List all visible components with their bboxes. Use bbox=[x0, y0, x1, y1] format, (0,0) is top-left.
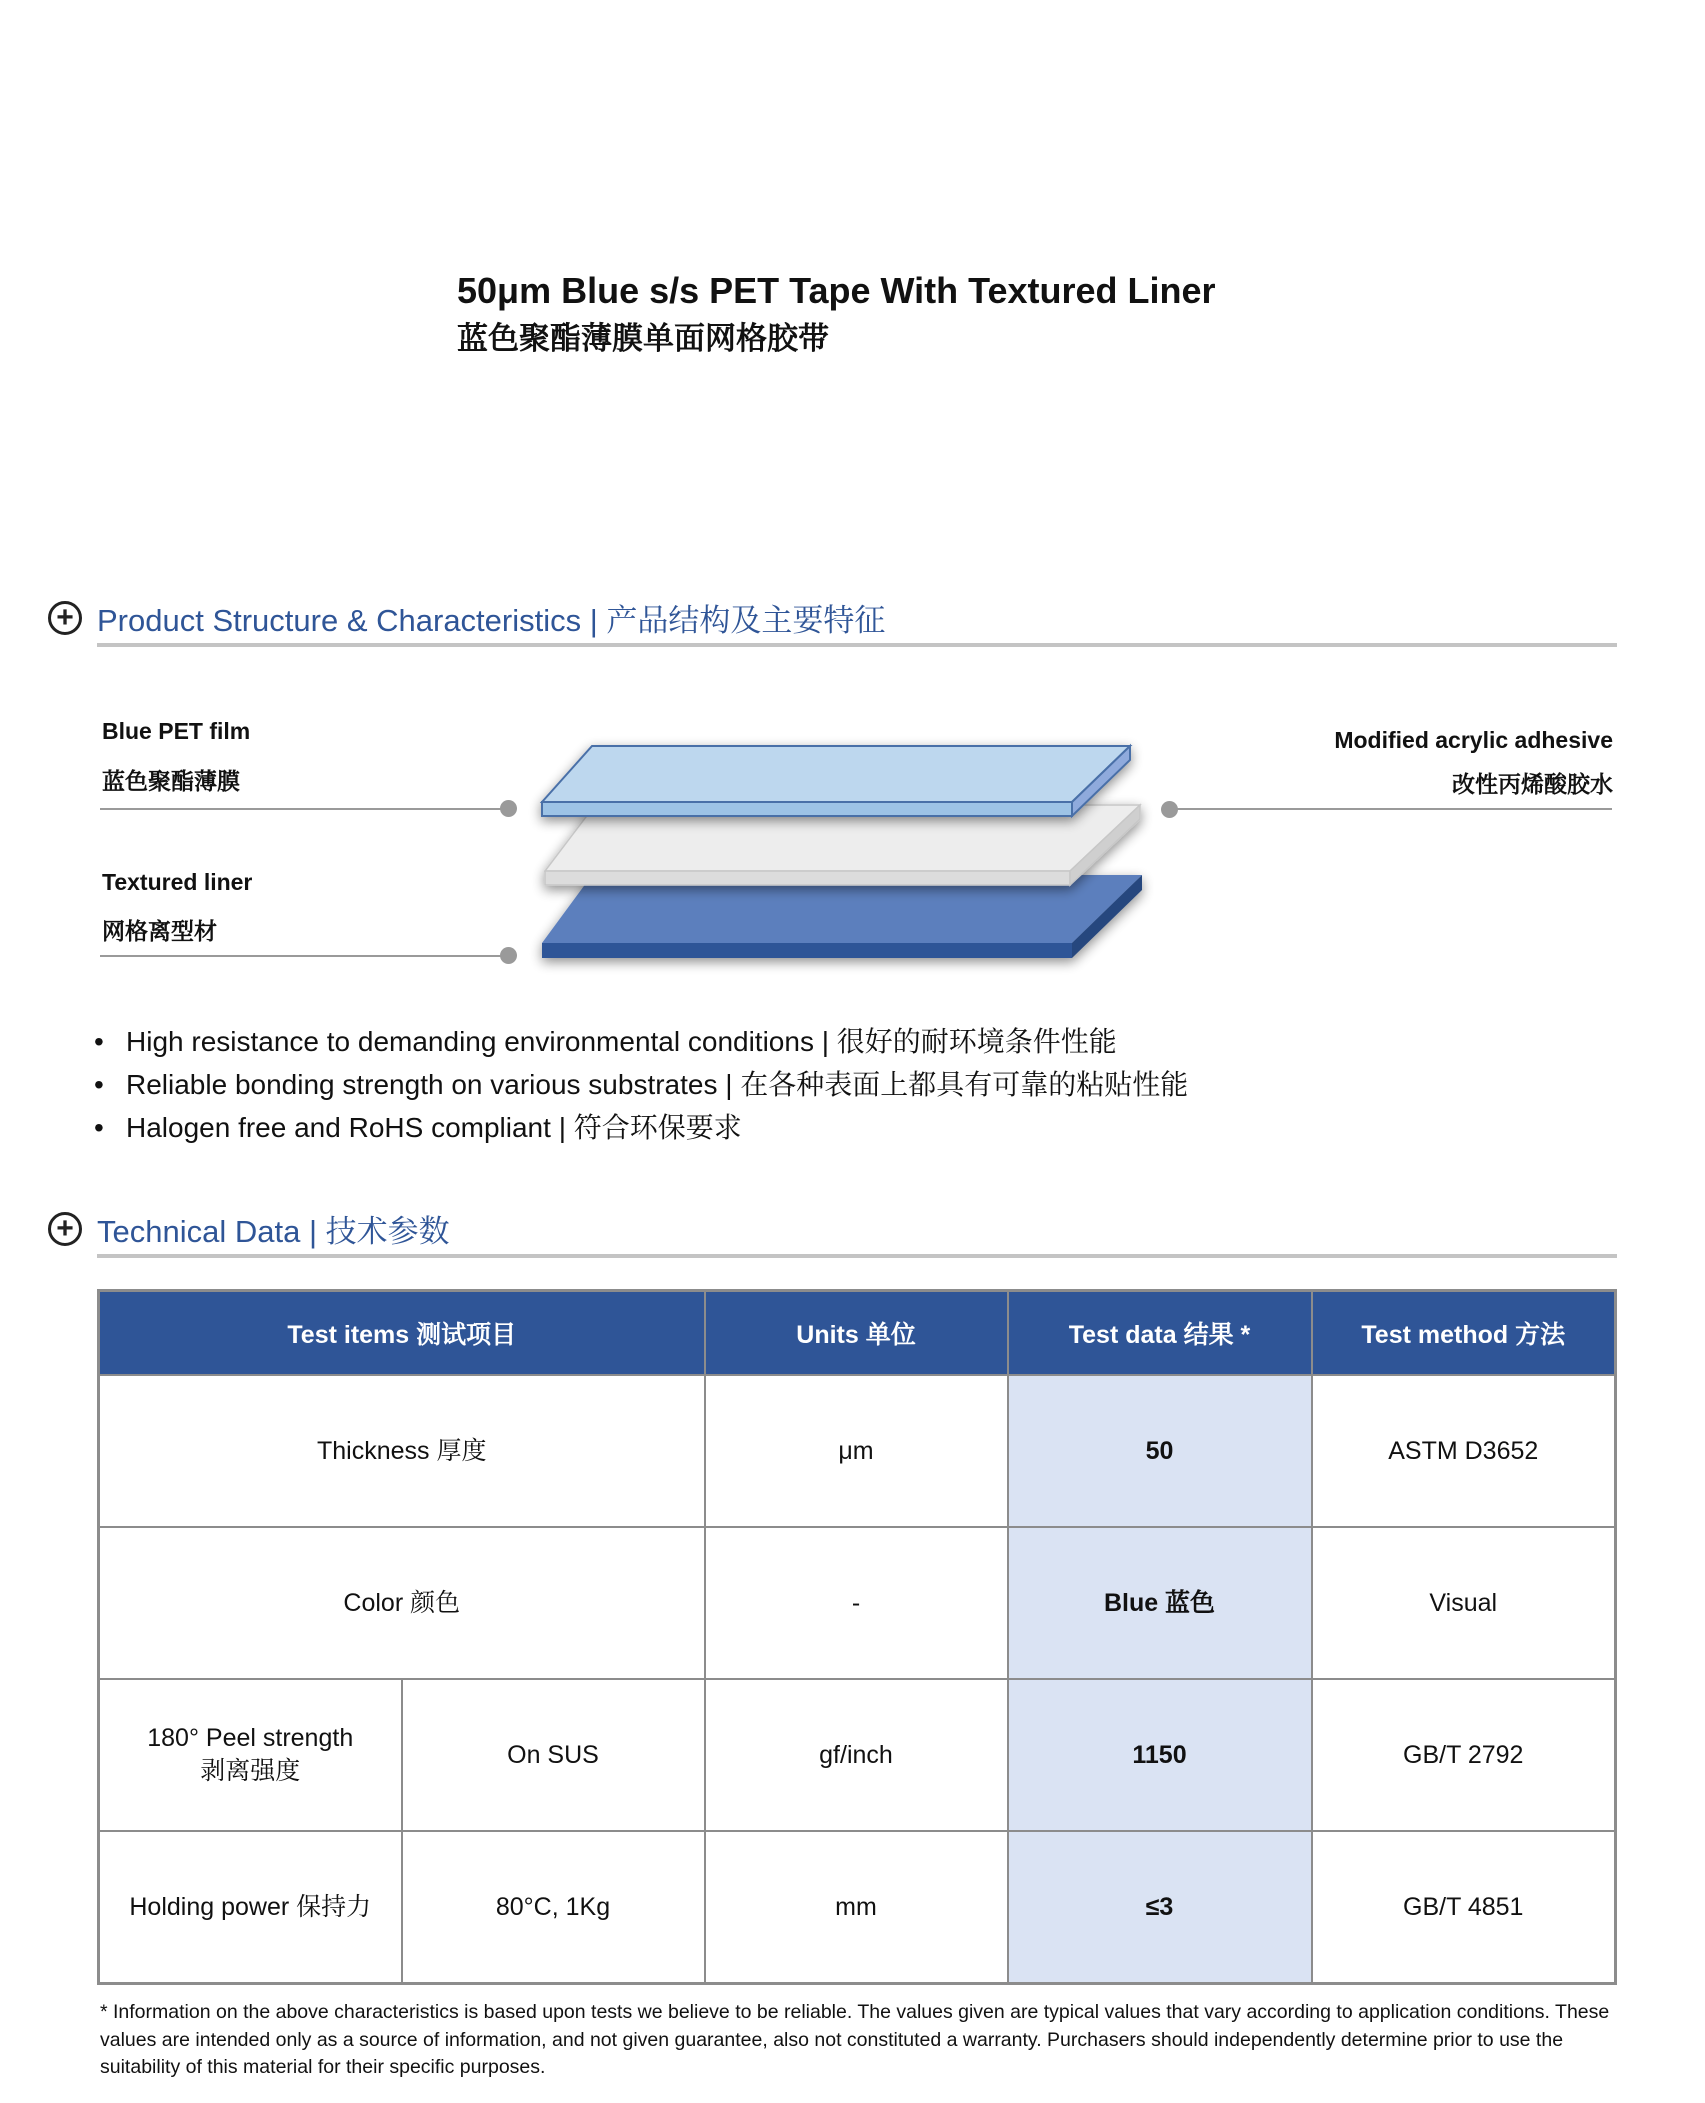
cell-method: ASTM D3652 bbox=[1312, 1375, 1616, 1527]
cell-unit: - bbox=[705, 1527, 1008, 1679]
cell-unit: μm bbox=[705, 1375, 1008, 1527]
plus-circle-icon: + bbox=[48, 1212, 82, 1246]
table-row bbox=[99, 1679, 1616, 1831]
label-film-cn: 蓝色聚酯薄膜 bbox=[102, 768, 240, 794]
technical-data-table bbox=[97, 1289, 1617, 1985]
title-english: 50μm Blue s/s PET Tape With Textured Liner bbox=[457, 270, 1216, 311]
label-liner-cn: 网格离型材 bbox=[102, 918, 217, 944]
header-test-items: Test items 测试项目 bbox=[99, 1291, 705, 1376]
cell-item-en: 180° Peel strength bbox=[147, 1724, 354, 1752]
adhesive-leader-line bbox=[1170, 808, 1612, 810]
film-layer bbox=[542, 746, 1130, 816]
liner-layer bbox=[542, 875, 1142, 958]
title-chinese: 蓝色聚酯薄膜单面网格胶带 bbox=[457, 321, 829, 356]
label-adhesive-cn: 改性丙烯酸胶水 bbox=[1452, 771, 1613, 797]
cell-condition: 80°C, 1Kg bbox=[402, 1831, 705, 1984]
technical-section-header bbox=[48, 1206, 1618, 1266]
section-divider bbox=[97, 1254, 1617, 1258]
cell-method: GB/T 4851 bbox=[1312, 1831, 1616, 1984]
liner-leader-dot bbox=[500, 947, 517, 964]
section-divider bbox=[97, 643, 1617, 647]
header-test-data: Test data 结果 * bbox=[1008, 1291, 1312, 1376]
plus-circle-icon: + bbox=[48, 601, 82, 635]
label-liner-en: Textured liner bbox=[102, 869, 253, 895]
features-list bbox=[94, 1020, 1188, 1149]
table-row bbox=[99, 1831, 1616, 1984]
cell-item-cn: 剥离强度 bbox=[200, 1757, 301, 1785]
cell-unit: gf/inch bbox=[705, 1679, 1008, 1831]
film-leader-line bbox=[100, 808, 505, 810]
table-row bbox=[99, 1527, 1616, 1679]
cell-value: ≤3 bbox=[1008, 1831, 1312, 1984]
cell-condition: On SUS bbox=[402, 1679, 705, 1831]
feature-item: • Halogen free and RoHS compliant | 符合环保要求 bbox=[94, 1106, 1188, 1149]
disclaimer-footnote: * Information on the above characteristics is based upon tests we believe to be reliable. The values given are typical values that vary according to application conditions. These values are intended only as a source of information, and not given guarantee, also not constituted a warranty. Purchasers should independently determine prior to use the suitability of this material for their specific purposes. bbox=[100, 2001, 1610, 2078]
structure-section-title: Product Structure & Characteristics | 产品结构及主要特征 bbox=[97, 603, 886, 638]
technical-section-title: Technical Data | 技术参数 bbox=[97, 1214, 450, 1249]
feature-item: • High resistance to demanding environmental conditions | 很好的耐环境条件性能 bbox=[94, 1020, 1188, 1063]
cell-item: Color 颜色 bbox=[99, 1527, 705, 1679]
feature-item: • Reliable bonding strength on various substrates | 在各种表面上都具有可靠的粘贴性能 bbox=[94, 1063, 1188, 1106]
cell-item: Holding power 保持力 bbox=[99, 1831, 402, 1984]
cell-method: GB/T 2792 bbox=[1312, 1679, 1616, 1831]
cell-item: Thickness 厚度 bbox=[99, 1375, 705, 1527]
label-adhesive-en: Modified acrylic adhesive bbox=[1334, 727, 1613, 753]
film-leader-dot bbox=[500, 800, 517, 817]
cell-method: Visual bbox=[1312, 1527, 1616, 1679]
tape-layer-diagram bbox=[520, 730, 1160, 1000]
cell-item bbox=[99, 1679, 402, 1831]
cell-value: Blue 蓝色 bbox=[1008, 1527, 1312, 1679]
table-header-row bbox=[99, 1291, 1616, 1376]
header-test-method: Test method 方法 bbox=[1312, 1291, 1616, 1376]
cell-value: 50 bbox=[1008, 1375, 1312, 1527]
cell-unit: mm bbox=[705, 1831, 1008, 1984]
table-row bbox=[99, 1375, 1616, 1527]
header-units: Units 单位 bbox=[705, 1291, 1008, 1376]
cell-value: 1150 bbox=[1008, 1679, 1312, 1831]
structure-section-header bbox=[48, 595, 1618, 655]
liner-leader-line bbox=[100, 955, 505, 957]
label-film-en: Blue PET film bbox=[102, 718, 251, 744]
